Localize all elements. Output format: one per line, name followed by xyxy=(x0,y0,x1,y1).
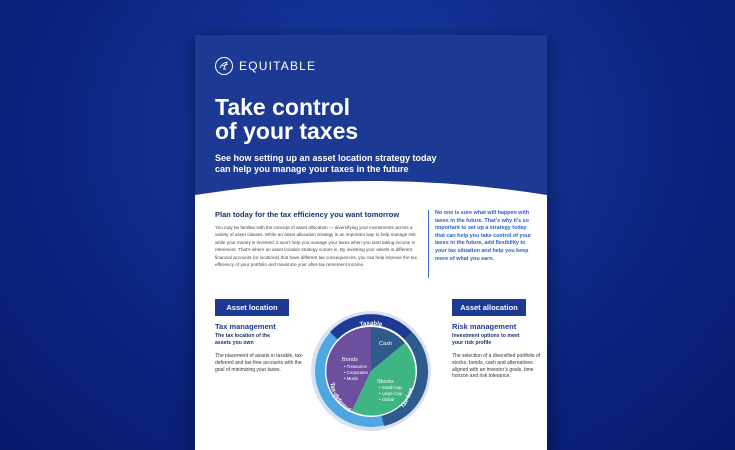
brand-logo xyxy=(215,57,316,75)
stocks-item-global: • Global xyxy=(379,397,395,402)
bonds-item-treasuries: • Treasuries xyxy=(344,364,367,369)
tax-management-sub: The tax location of the assets you own xyxy=(215,333,271,346)
flyer-page xyxy=(195,35,547,450)
stocks-label: Stocks xyxy=(377,379,394,385)
bonds-label: Bonds xyxy=(342,357,358,363)
bonds-item-munis: • Munis xyxy=(344,376,359,381)
risk-management-body: The selection of a diversified portfolio of stocks, bonds, cash and alternatives aligned with an investor’s goals, time horizon and risk tolerance. xyxy=(452,353,541,380)
intro-body: You may be familiar with the concept of asset allocation — diversifying your investments across a variety of asset classes. While an asset allocation strategy is an important way to help manage risk while your money is invested, it won’t help you manage your taxes when you start taking income in retirement. That’s where an asset location strategy comes in. By investing your assets in different financial accounts (or locations) that have different tax consequences, you can help improve the tax efficiency of your portfolio and maximize your after-tax retirement income. xyxy=(215,225,417,268)
tax-management-body: The placement of assets in taxable, tax-deferred and tax-free accounts with the goal of minimizing your taxes. xyxy=(215,353,304,373)
tax-free-ring-label: Tax-free xyxy=(399,387,415,410)
stocks-item-large-cap: • Large-Cap xyxy=(379,391,403,396)
bonds-item-corporates: • Corporates xyxy=(344,370,368,375)
pullquote: No one is sure what will happen with taxes in the future. That’s why it’s so important to set up a strategy today that can help you take control of your taxes in the future, add flexibility to your tax situation and help you keep more of what you earn. xyxy=(435,210,532,262)
brand-name: EQUITABLE xyxy=(239,59,317,73)
taxable-ring-label: Taxable xyxy=(359,320,383,329)
page-title: Take control of your taxes xyxy=(215,94,359,144)
tax-deferred-ring-label: Tax-deferred xyxy=(328,382,352,414)
asset-location-pill: Asset location xyxy=(215,299,289,316)
page-subtitle: See how setting up an asset location strategy today can help you manage your taxes in the future xyxy=(215,153,437,174)
asset-allocation-pill: Asset allocation xyxy=(452,299,526,316)
stocks-item-small-cap: • Small-Cap xyxy=(379,385,402,390)
eagle-logo-icon xyxy=(215,57,233,75)
risk-management-sub: Investment options to meet your risk profile xyxy=(452,333,520,346)
cash-label: Cash xyxy=(379,341,393,347)
asset-location-diagram xyxy=(309,309,433,433)
pullquote-rule xyxy=(428,210,429,278)
tax-management-heading: Tax management xyxy=(215,322,276,331)
intro-heading: Plan today for the tax efficiency you want tomorrow xyxy=(215,210,400,219)
risk-management-heading: Risk management xyxy=(452,322,517,331)
